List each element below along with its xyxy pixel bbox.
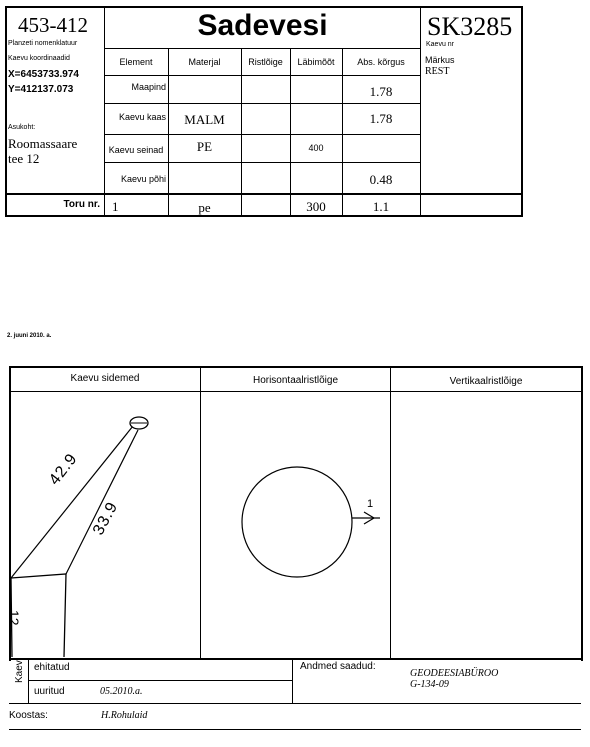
measure-line-1 bbox=[11, 426, 133, 578]
data-source-ref: G-134-09 bbox=[410, 679, 449, 690]
data-source-value: GEODEESIABÜROO bbox=[410, 668, 499, 679]
row-label: Kaevu seinad bbox=[108, 145, 164, 155]
col-header-elevation: Abs. kõrgus bbox=[357, 57, 405, 67]
col-header-section: Ristlõige bbox=[248, 57, 283, 67]
row-label: Maapind bbox=[131, 82, 166, 92]
table-cell: 1 bbox=[112, 199, 119, 214]
col-header-element: Element bbox=[119, 57, 153, 67]
distance-label-2: 33.9 bbox=[90, 498, 122, 538]
distance-label-1: 42.9 bbox=[46, 450, 82, 489]
table-cell: 0.48 bbox=[369, 172, 393, 187]
well-id: SK3285 bbox=[427, 12, 513, 41]
coords-label: Kaevu koordinaadid bbox=[8, 55, 70, 62]
remarks-value: REST bbox=[425, 66, 450, 77]
kaev-label: Kaev bbox=[14, 660, 25, 683]
pipe-label: Toru nr. bbox=[63, 199, 100, 210]
col-title-connections: Kaevu sidemed bbox=[70, 373, 140, 384]
well-section-circle bbox=[242, 467, 352, 577]
address-line2: tee 12 bbox=[8, 151, 40, 166]
table-cell: 1.78 bbox=[369, 84, 393, 99]
table-cell: 300 bbox=[306, 199, 326, 214]
compiled-value: H.Rohulaid bbox=[101, 710, 148, 721]
coord-y: Y=412137.073 bbox=[8, 84, 74, 95]
address-label: Asukoht: bbox=[8, 124, 36, 131]
page-title: Sadevesi bbox=[197, 9, 328, 42]
col-header-material: Materjal bbox=[188, 57, 221, 67]
col-header-diameter: Läbimõõt bbox=[297, 57, 335, 67]
row-label: Kaevu kaas bbox=[118, 112, 166, 122]
compiled-label: Koostas: bbox=[9, 710, 48, 721]
remarks-label: Märkus bbox=[425, 55, 455, 65]
measure-line-2 bbox=[66, 430, 138, 574]
pipe-number-marker: 1 bbox=[367, 498, 374, 510]
well-label: Kaevu nr bbox=[426, 41, 455, 48]
surveyed-label: uuritud bbox=[34, 686, 65, 697]
data-source-label: Andmed saadud: bbox=[300, 661, 376, 672]
house-number: 12 bbox=[6, 610, 22, 626]
surveyed-value: 05.2010.a. bbox=[100, 686, 143, 697]
built-label: ehitatud bbox=[34, 662, 70, 673]
address-line1: Roomassaare bbox=[8, 136, 78, 151]
table-cell: 1.78 bbox=[369, 111, 393, 126]
row-label: Kaevu põhi bbox=[120, 174, 166, 184]
coord-x: X=6453733.974 bbox=[8, 69, 79, 80]
table-cell: 400 bbox=[308, 143, 324, 153]
sheet-label: Planzeti nomenklatuur bbox=[8, 40, 78, 47]
table-cell: PE bbox=[196, 139, 213, 154]
sheet-id: 453-412 bbox=[18, 13, 88, 37]
report-date: 2. juuni 2010. a. bbox=[7, 333, 52, 339]
table-cell: pe bbox=[198, 200, 211, 215]
table-cell: 1.1 bbox=[372, 199, 390, 214]
col-title-horizontal: Horisontaalristlõige bbox=[252, 375, 339, 386]
table-cell: MALM bbox=[184, 112, 225, 127]
col-title-vertical: Vertikaalristlõige bbox=[449, 376, 523, 387]
